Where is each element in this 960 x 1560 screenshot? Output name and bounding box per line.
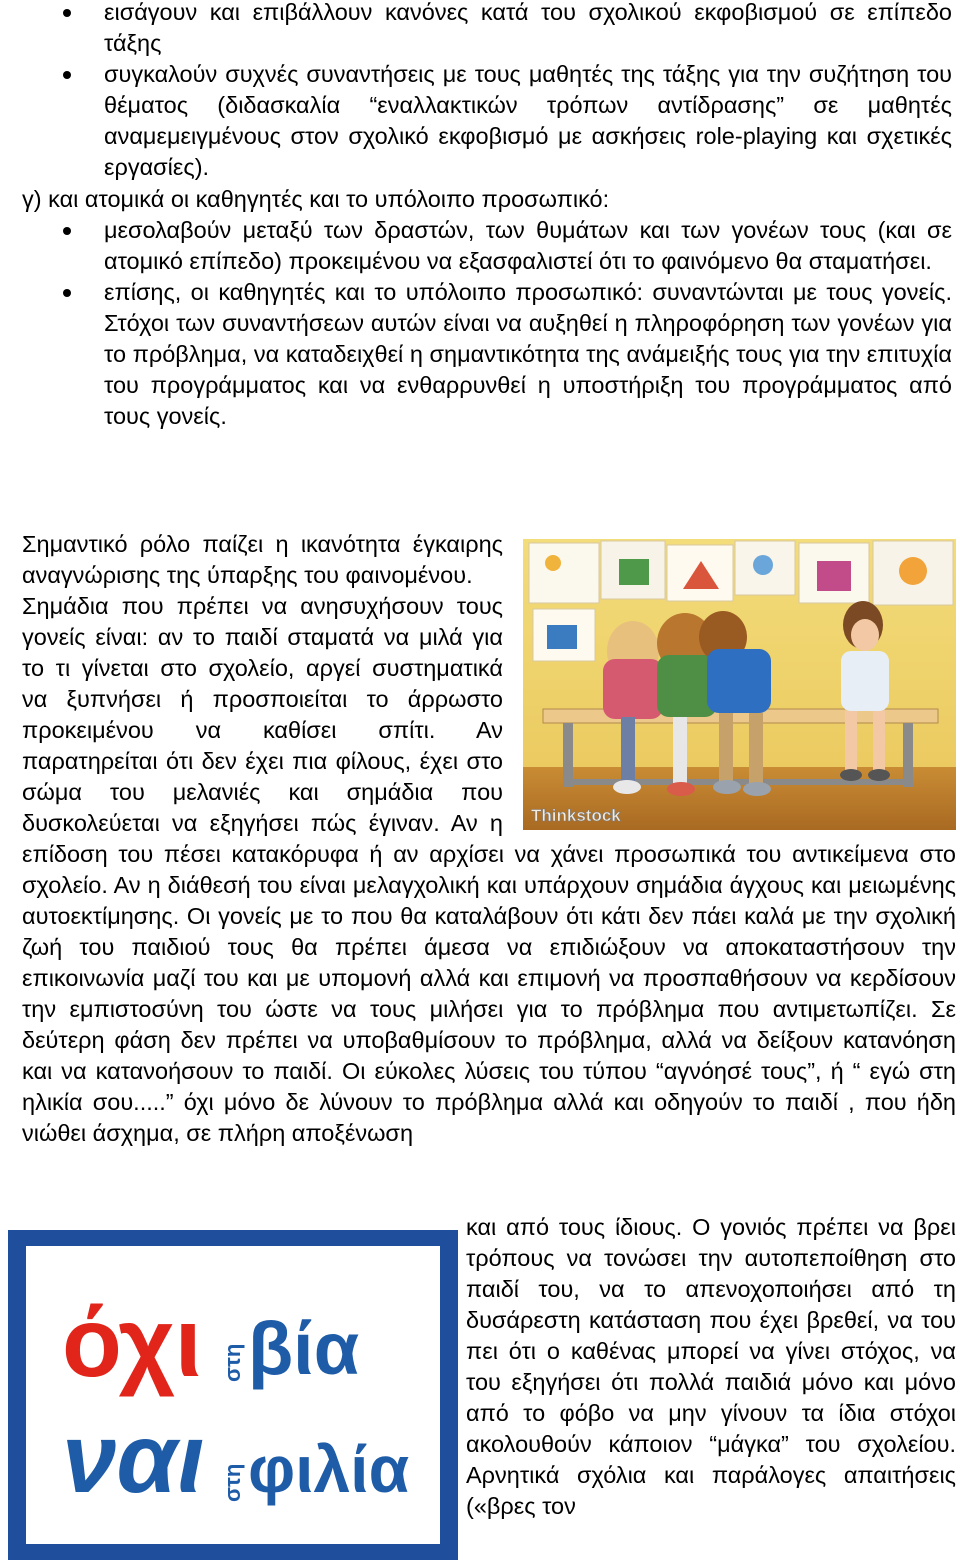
bullet-icon [63, 227, 71, 235]
list-item [0, 277, 956, 432]
list-item [0, 59, 956, 183]
list-item-text: επίσης, οι καθηγητές και το υπόλοιπο προσωπικό: συναντώνται με τους γονείς. Στόχοι των συναντήσεων αυτών είναι να αυξηθεί η πληροφόρηση των γονέων για το πρόβλημα, να καταδειχθεί η σημαντικότητα της ανάμειξής τους για την επιτυχία του προγράμματος και να ενθαρρυνθεί η υποστήριξη του προγράμματος από τους γονείς. [104, 279, 952, 429]
section-heading-gamma: γ) και ατομικά οι καθηγητές και το υπόλοιπο προσωπικό: [22, 186, 610, 212]
logo-word-violence: βία [248, 1307, 360, 1390]
logo-small-label: στη [220, 1463, 245, 1502]
paragraph-warning-signs: Σημάδια που πρέπει να ανησυχήσουν τους γονείς είναι: αν το παιδί σταματά να μιλά για το τι γίνεται στο σχολείο, αργεί συστηματικά να ξυπνήσει ή προσποιείται το άρρωστο προκειμένου να καθίσει σπίτι. Αν παρατηρείται ότι δεν έχει πια φίλους, έχει στο σώμα του μελανιές και σημάδια που δυσκολεύεται να εξηγήσει πώς έγιναν. Αν η επίδοση του πέσει κατακόρυφα ή αν αρχίσει να χάνει προσωπικά του αντικείμενα στο σχολείο. Αν η διάθεσή του είναι μελαγχολική και υπάρχουν σημάδια άγχους και μειωμένης αυτοεκτίμησης. Οι γονείς με το που θα καταλάβουν ότι κάτι δεν πάει καλά με την σχολική ζωή του παιδιού τους θα πρέπει άμεσα να επιδιώξουν να αποκαταστήσουν την επικοινωνία μαζί του και με υπομονή αλλά και επιμονή να προσπαθήσουν να κερδίσουν την εμπιστοσύνη του ώστε να τους μιλήσει για το πρόβλημα που αντιμετωπίζει. Σε δεύτερη φάση δεν πρέπει να υποβαθμίσουν το πρόβλημα, αλλά να δείξουν κατανόηση και να κατανοήσουν το παιδί. Οι εύκολες λύσεις του τύπου “αγνόησέ τους”, ή “ εγώ στη ηλικία σου.....” όχι μόνο δε λύνουν το πρόβλημα αλλά και οδηγούν το παιδί , που ήδη νιώθει άσχημα, σε πλήρη αποξένωση [22, 593, 956, 1146]
logo-small-label: στη [220, 1343, 245, 1382]
logo-graphic [8, 1230, 458, 1560]
logo-no-violence-yes-friendship [8, 1230, 458, 1560]
paragraph-parent-role: και από τους ίδιους. Ο γονιός πρέπει να βρει τρόπους να τονώσει την αυτοπεποίθηση στο παιδί του, να το απενοχοποιήσει από τη δυσάρεστη κατάσταση που έχει βρεθεί, να του πει ότι ο καθένας μπορεί να γίνει στόχος, να του εξηγήσει ότι πολλά παιδιά μόνο και μόνο από το φόβο να μην γίνουν τα ίδια στόχοι ακολουθούν κάποιον “μάγκα” του σχολείου. Αρνητικά σχόλια και παράλογες απαιτήσεις («βρες τον [466, 1214, 956, 1519]
list-item-text: μεσολαβούν μεταξύ των δραστών, των θυμάτων και των γονέων τους (και σε ατομικό επίπεδο) προκειμένου να εξασφαλιστεί ότι το φαινόμενο θα σταματήσει. [104, 217, 952, 274]
paragraph-early-recognition: Σημαντικό ρόλο παίζει η ικανότητα έγκαιρης αναγνώρισης της ύπαρξης του φαινομένου. [22, 531, 503, 588]
photo-children-bench [523, 539, 956, 830]
bullet-list-individual-measures [0, 215, 956, 432]
logo-word-yes: ναι [62, 1403, 205, 1513]
photo-illustration [523, 539, 956, 830]
list-item [0, 215, 956, 277]
logo-word-no: όχι [62, 1287, 202, 1397]
bullet-list-class-measures [0, 0, 956, 183]
list-item-text: συγκαλούν συχνές συναντήσεις με τους μαθητές της τάξης για την συζήτηση του θέματος (διδασκαλία “εναλλακτικών τρόπων αντίδρασης” σε μαθητές αναμεμειγμένους στον σχολικό εκφοβισμό με ασκήσεις role-playing και σχετικές εργασίες). [104, 61, 952, 180]
bullet-icon [63, 289, 71, 297]
logo-word-friendship: φιλία [248, 1432, 410, 1506]
watermark-text: Thinkstock [531, 806, 621, 825]
list-item [0, 0, 956, 59]
bullet-icon [63, 9, 71, 17]
section-warning-signs [22, 529, 956, 1149]
section-parent-support [22, 1212, 956, 1560]
bullet-icon [63, 71, 71, 79]
list-item-text: εισάγουν και επιβάλλουν κανόνες κατά του σχολικού εκφοβισμού σε επίπεδο τάξης [104, 0, 952, 56]
